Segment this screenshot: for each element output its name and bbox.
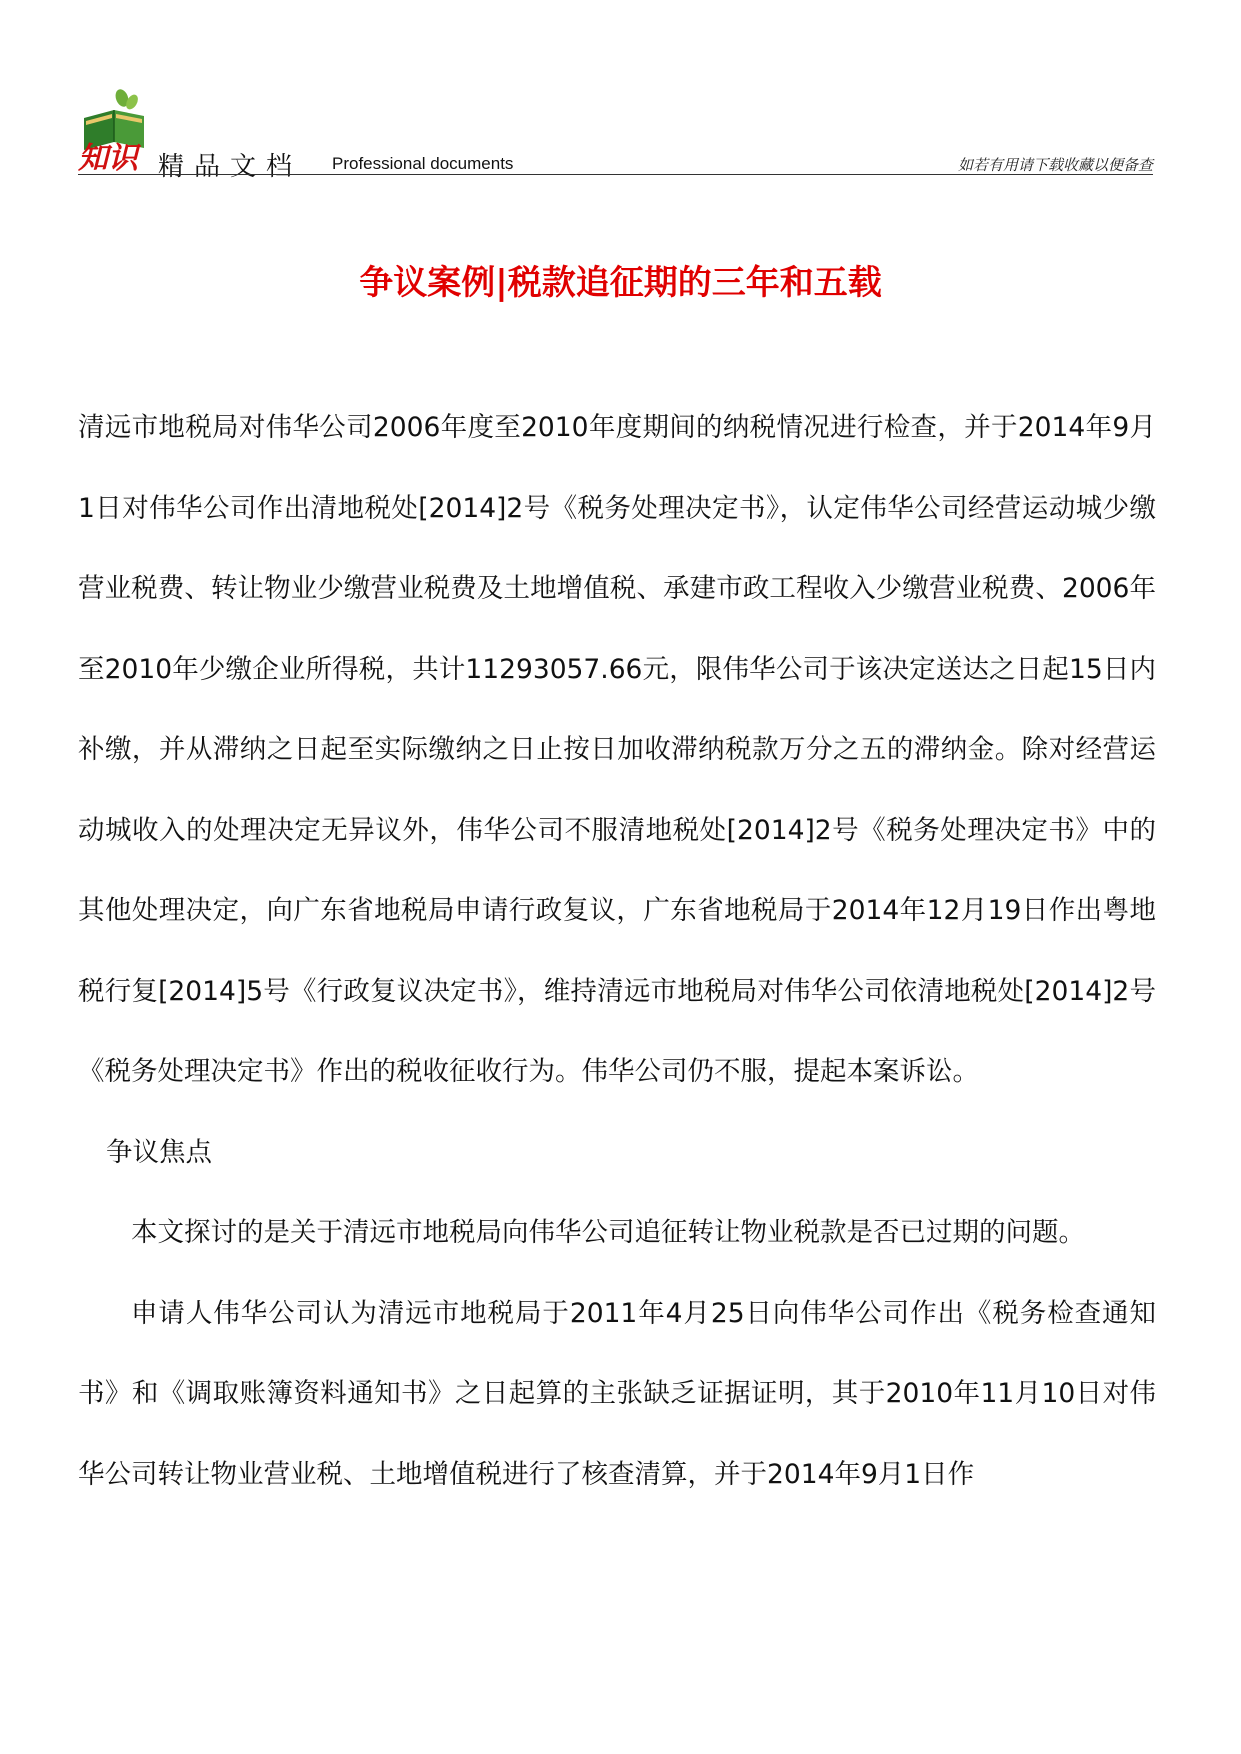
- document-body: [78, 388, 1156, 1515]
- brand-name: 精品文档: [158, 152, 303, 182]
- document-header: [78, 88, 1153, 182]
- header-tagline: 如若有用请下载收藏以便备查: [957, 156, 1153, 174]
- paragraph-topic: 本文探讨的是关于清远市地税局向伟华公司追征转让物业税款是否已过期的问题。: [131, 1217, 1085, 1248]
- section-heading-focus: 争议焦点: [106, 1136, 212, 1168]
- brand-english: Professional documents: [332, 154, 514, 173]
- header-divider: [78, 174, 1153, 175]
- book-logo-icon: [78, 88, 150, 173]
- logo-calligraphy: 知识: [78, 141, 138, 173]
- paragraph-applicant-claim: 申请人伟华公司认为清远市地税局于2011年4月25日向伟华公司作出《税务检查通知书》和《调取账簿资料通知书》之日起算的主张缺乏证据证明，其于2010年11月10日对伟华公司转让物业营业税、土地增值税进行了核查清算，并于2014年9月1日作: [78, 1297, 1156, 1490]
- paragraph-case-background: 清远市地税局对伟华公司2006年度至2010年度期间的纳税情况进行检查，并于2014年9月1日对伟华公司作出清地税处[2014]2号《税务处理决定书》，认定伟华公司经营运动城少缴营业税费、转让物业少缴营业税费及土地增值税、承建市政工程收入少缴营业税费、2006年至2010年少缴企业所得税，共计11293057.66元，限伟华公司于该决定送达之日起15日内补缴，并从滞纳之日起至实际缴纳之日止按日加收滞纳税款万分之五的滞纳金。除对经营运动城收入的处理决定无异议外，伟华公司不服清地税处[2014]2号《税务处理决定书》中的其他处理决定，向广东省地税局申请行政复议，广东省地税局于2014年12月19日作出粤地税行复[2014]5号《行政复议决定书》，维持清远市地税局对伟华公司依清地税处[2014]2号《税务处理决定书》作出的税收征收行为。伟华公司仍不服，提起本案诉讼。: [78, 412, 1156, 1087]
- document-title: 争议案例|税款追征期的三年和五载: [359, 263, 882, 303]
